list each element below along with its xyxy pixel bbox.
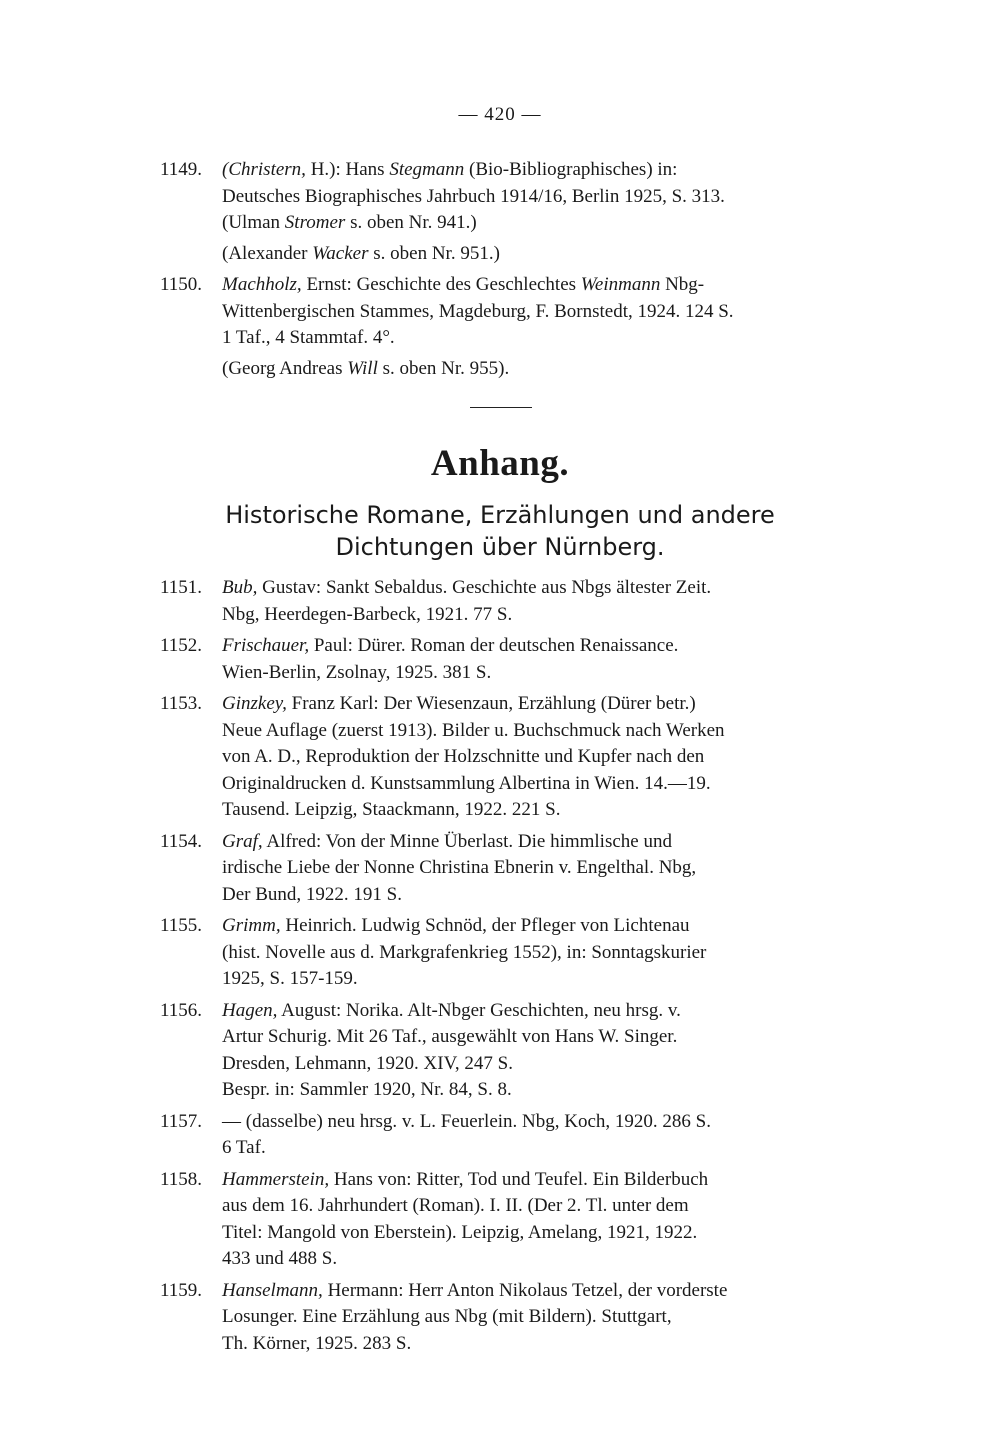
subheading-line: Historische Romane, Erzählungen und andere (225, 501, 775, 529)
entry-line (222, 1109, 846, 1136)
entry-line: Neue Auflage (zuerst 1913). Bilder u. Buchschmuck nach Werken (222, 719, 725, 741)
entry-item (160, 998, 846, 1104)
entry-number: 1157. (160, 1110, 203, 1132)
entry-line (222, 575, 846, 602)
entry-line: (hist. Novelle aus d. Markgrafenkrieg 1552), in: Sonntagskurier (222, 941, 707, 963)
entry-line: Th. Körner, 1925. 283 S. (222, 1332, 412, 1354)
author-name: (Christern, (222, 159, 306, 180)
entry-text: (Ulman (222, 212, 285, 233)
subheading-line: Dichtungen über Nürnberg. (335, 533, 665, 561)
author-name: Ginzkey, (222, 693, 287, 714)
entry-line: Nbg, Heerdegen-Barbeck, 1921. 77 S. (222, 603, 513, 625)
entry-number: 1152. (160, 635, 203, 656)
cross-reference-note (160, 356, 846, 383)
entry-text: Hans von: Ritter, Tod und Teufel. Ein Bilderbuch (329, 1168, 709, 1190)
entry-line (222, 913, 846, 940)
entry-line (222, 691, 846, 718)
entry-number: 1149. (160, 159, 203, 180)
entry-line (222, 210, 846, 237)
entry-number: 1150. (160, 274, 203, 295)
cross-reference-note (160, 241, 846, 268)
entry-line: Wittenbergischen Stammes, Magdeburg, F. Bornstedt, 1924. 124 S. (222, 300, 734, 322)
subject-name: Stromer (284, 212, 346, 233)
entry-line: Artur Schurig. Mit 26 Taf., ausgewählt von Hans W. Singer. (222, 1026, 678, 1047)
entry-line: Der Bund, 1922. 191 S. (222, 883, 402, 905)
entry-number: 1153. (160, 693, 203, 714)
entry-item (160, 1167, 846, 1273)
entry-item (160, 633, 846, 686)
author-name: Hammerstein, (222, 1168, 330, 1190)
entry-text: Franz Karl: Der Wiesenzaun, Erzählung (Dürer betr.) (286, 693, 696, 714)
author-name: Hanselmann, (222, 1279, 323, 1301)
entry-line (222, 633, 846, 660)
entry-line: 6 Taf. (222, 1137, 266, 1158)
note-text: s. oben Nr. 955). (377, 358, 510, 379)
entry-line: 433 und 488 S. (222, 1248, 338, 1269)
section-heading: Anhang. (430, 443, 570, 484)
entry-line: Losunger. Eine Erzählung aus Nbg (mit Bildern). Stuttgart, (222, 1306, 672, 1327)
entry-item (160, 691, 846, 824)
entry-number: 1154. (160, 830, 203, 852)
entry-text: August: Norika. Alt-Nbger Geschichten, neu hrsg. v. (277, 999, 681, 1021)
entry-line: Titel: Mangold von Eberstein). Leipzig, Amelang, 1921, 1922. (222, 1221, 698, 1243)
entry-line: 1 Taf., 4 Stammtaf. 4°. (222, 327, 395, 348)
entry-item (160, 913, 846, 993)
entry-text: — (dasselbe) neu hrsg. v. L. Feuerlein. Nbg, Koch, 1920. 286 S. (222, 1110, 711, 1132)
section-divider (470, 407, 532, 408)
note-wacker (160, 241, 846, 268)
entry-line: Originaldrucken d. Kunstsammlung Albertina in Wien. 14.—19. (222, 772, 711, 794)
entry-text: Gustav: Sankt Sebaldus. Geschichte aus Nbgs ältester Zeit. (257, 577, 712, 598)
entry-text: Ernst: Geschichte des Geschlechtes (301, 274, 581, 295)
entry-line (222, 1278, 846, 1305)
entry-text: Heinrich. Ludwig Schnöd, der Pfleger von Lichtenau (280, 915, 690, 936)
entry-line (222, 157, 846, 184)
note-text: (Georg Andreas (222, 358, 348, 379)
section-subheading (0, 499, 1000, 563)
entry-line: aus dem 16. Jahrhundert (Roman). I. II. (Der 2. Tl. unter dem (222, 1195, 689, 1216)
entry-text: Nbg- (660, 274, 705, 295)
entry-line: 1925, S. 157-159. (222, 968, 358, 989)
entry-text: Paul: Dürer. Roman der deutschen Renaissance. (309, 635, 679, 656)
entry-line: von A. D., Reproduktion der Holzschnitte und Kupfer nach den (222, 746, 705, 767)
entry-item (160, 575, 846, 628)
subject-name: Will (347, 358, 378, 379)
author-name: Machholz, (222, 274, 302, 295)
entry-line: irdische Liebe der Nonne Christina Ebnerin v. Engelthal. Nbg, (222, 857, 697, 878)
subject-name: Weinmann (580, 274, 661, 295)
entry-text: H.): Hans (305, 159, 390, 180)
entry-1149 (160, 157, 846, 237)
entry-line: Deutsches Biographisches Jahrbuch 1914/16, Berlin 1925, S. 313. (222, 185, 725, 207)
entry-text: Hermann: Herr Anton Nikolaus Tetzel, der vorderste (322, 1279, 728, 1301)
note-text: (Alexander (222, 243, 313, 264)
note-will (160, 356, 846, 383)
subject-name: Wacker (312, 243, 369, 264)
entry-item (160, 1109, 846, 1162)
entry-number: 1159. (160, 1279, 203, 1301)
entry-line (222, 998, 846, 1025)
entry-line: Wien-Berlin, Zsolnay, 1925. 381 S. (222, 661, 492, 683)
entry-line (222, 1167, 846, 1194)
author-name: Grimm, (222, 915, 281, 936)
entry-item (160, 829, 846, 909)
entry-number: 1151. (160, 577, 203, 598)
entry-line: Bespr. in: Sammler 1920, Nr. 84, S. 8. (222, 1079, 512, 1100)
subject-name: Stegmann (389, 159, 465, 180)
author-name: Graf, (222, 830, 263, 852)
author-name: Frischauer, (222, 635, 310, 656)
entry-item (160, 1278, 846, 1358)
entry-1150 (160, 272, 846, 352)
anhang-entries (160, 575, 846, 1357)
entry-line (222, 272, 846, 299)
entries-top (160, 157, 846, 237)
entry-line: Dresden, Lehmann, 1920. XIV, 247 S. (222, 1052, 513, 1074)
entry-line: Tausend. Leipzig, Staackmann, 1922. 221 S. (222, 799, 561, 820)
entry-number: 1156. (160, 999, 203, 1021)
entries-1150 (160, 272, 846, 352)
entry-text: Alfred: Von der Minne Überlast. Die himmlische und (262, 830, 672, 852)
note-text: s. oben Nr. 951.) (368, 243, 500, 264)
entry-line (222, 829, 846, 856)
entry-text: s. oben Nr. 941.) (345, 212, 477, 233)
entry-text: (Bio-Bibliographisches) in: (464, 159, 678, 180)
entry-number: 1158. (160, 1168, 203, 1190)
page-number: — 420 — (458, 104, 542, 125)
entry-number: 1155. (160, 915, 203, 936)
author-name: Bub, (222, 577, 258, 598)
author-name: Hagen, (222, 999, 278, 1021)
